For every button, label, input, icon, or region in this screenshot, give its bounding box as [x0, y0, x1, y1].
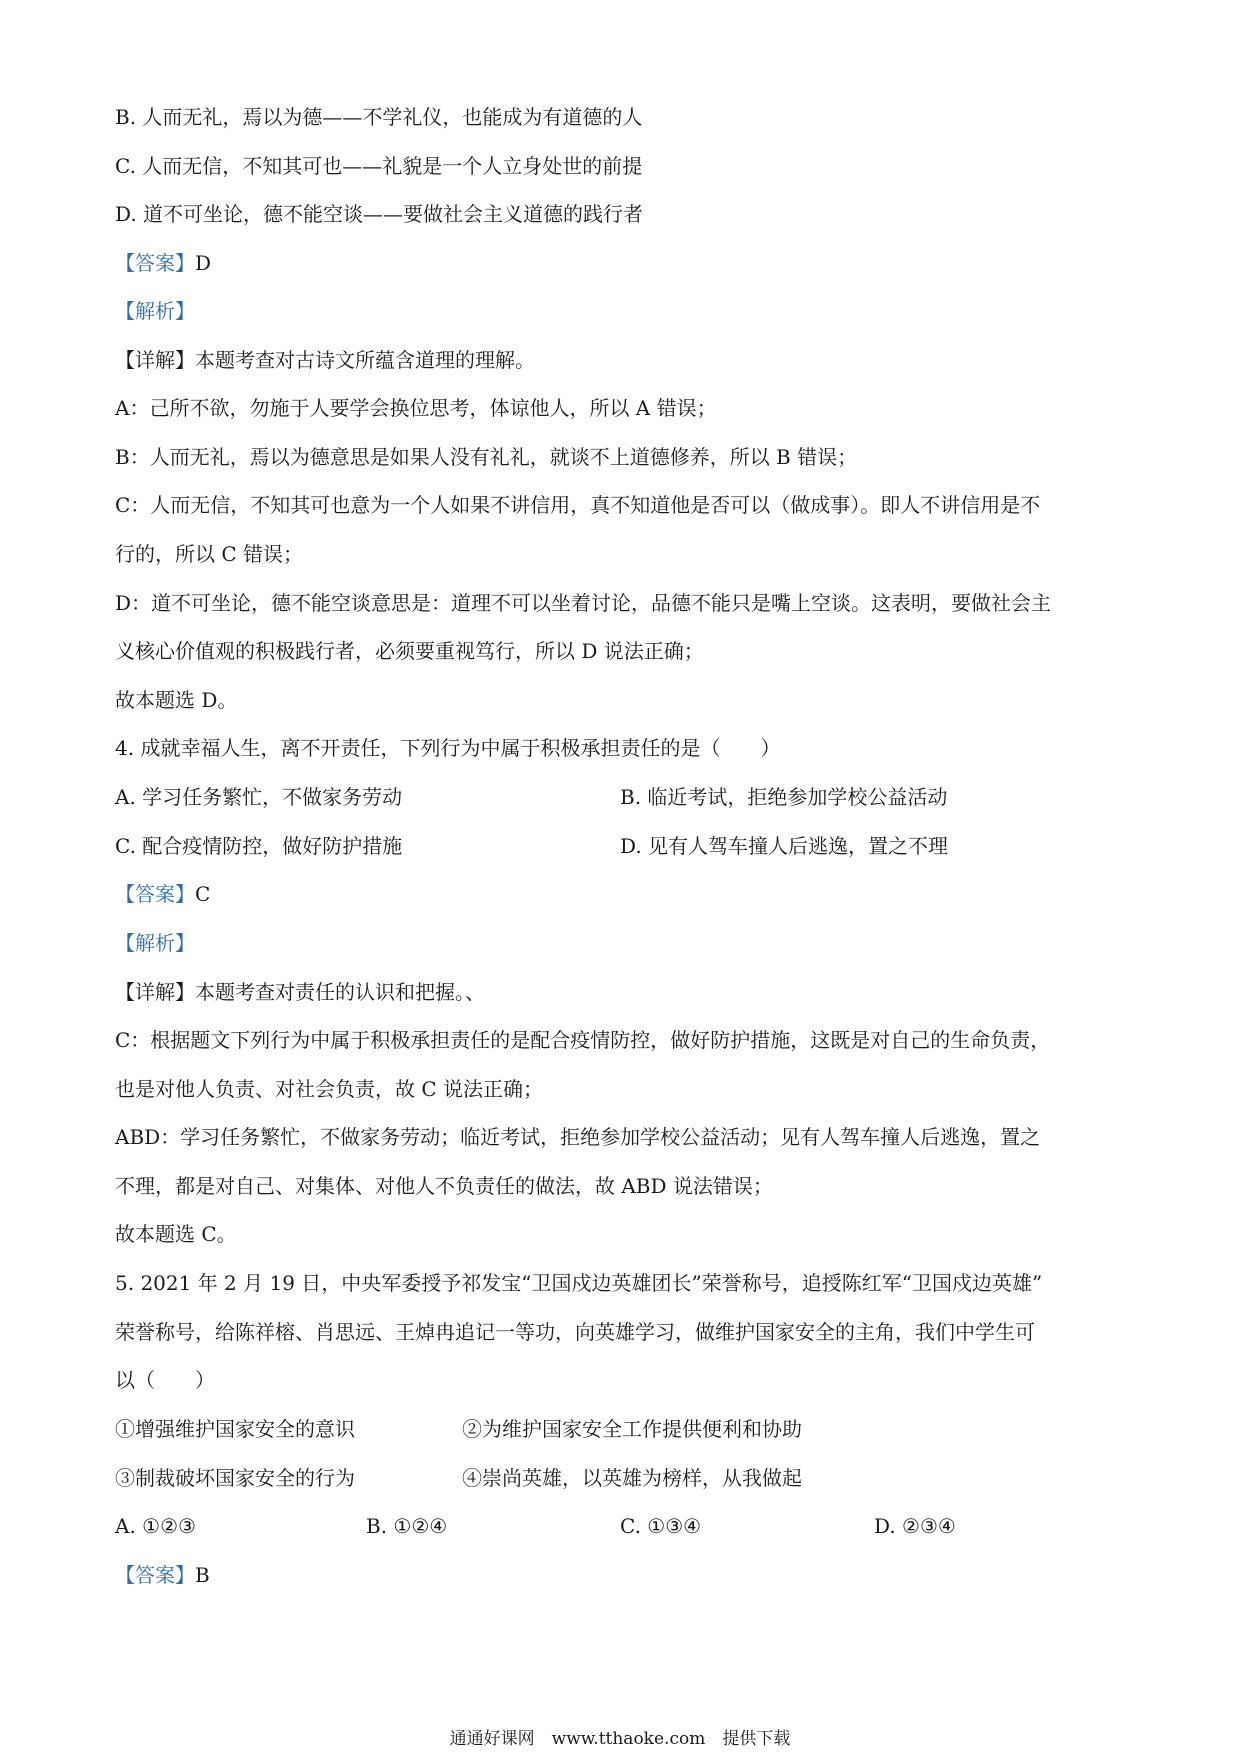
- q3-option-c: C. 人而无信，不知其可也——礼貌是一个人立身处世的前提: [115, 154, 643, 178]
- q5-statement-4: ④崇尚英雄，以英雄为榜样，从我做起: [462, 1466, 802, 1490]
- q5-option-a: A. ①②③: [115, 1514, 196, 1538]
- q4-detail-c1: C：根据题文下列行为中属于积极承担责任的是配合疫情防控，做好防护措施，这既是对自己的生命负责，: [115, 1028, 1051, 1052]
- q4-option-d: D. 见有人驾车撞人后逃逸，置之不理: [620, 834, 949, 858]
- analysis-label: 【解析】: [115, 299, 195, 323]
- q3-detail-b: B：人而无礼，焉以为德意思是如果人没有礼礼，就谈不上道德修养，所以 B 错误；: [115, 445, 858, 469]
- q4-option-c: C. 配合疫情防控，做好防护措施: [115, 834, 403, 858]
- q4-answer-value: C: [195, 882, 211, 906]
- answer-label: 【答案】: [115, 882, 195, 906]
- q5-answer-value: B: [195, 1563, 210, 1587]
- q4-detail-abd2: 不理，都是对自己、对集体、对他人不负责任的做法，故 ABD 说法错误；: [115, 1174, 773, 1198]
- q5-stem-line2: 荣誉称号，给陈祥榕、肖思远、王焯冉追记一等功，向英雄学习，做维护国家安全的主角，我们中学生可: [115, 1320, 1035, 1344]
- q3-detail-intro-text: 本题考查对古诗文所蕴含道理的理解。: [195, 348, 535, 372]
- q5-statement-2: ②为维护国家安全工作提供便利和协助: [462, 1417, 802, 1441]
- q3-detail-d1: D：道不可坐论，德不能空谈意思是：道理不可以坐着讨论，品德不能只是嘴上空谈。这表明，要做社会主: [115, 591, 1052, 615]
- answer-label: 【答案】: [115, 251, 195, 275]
- q3-conclusion: 故本题选 D。: [115, 688, 238, 712]
- q3-answer-value: D: [195, 251, 212, 275]
- q3-detail-c2: 行的，所以 C 错误；: [115, 542, 304, 566]
- q3-option-d: D. 道不可坐论，德不能空谈——要做社会主义道德的践行者: [115, 202, 644, 226]
- analysis-label: 【解析】: [115, 931, 195, 955]
- answer-label: 【答案】: [115, 1563, 195, 1587]
- q5-answer: [115, 1560, 210, 1590]
- q4-option-b: B. 临近考试，拒绝参加学校公益活动: [620, 785, 948, 809]
- q5-stem-line1: 5. 2021 年 2 月 19 日，中央军委授予祁发宝“卫国戍边英雄团长”荣誉称号，追授陈红军“卫国戍边英雄”: [115, 1271, 1043, 1295]
- page-footer: 通通好课网 www.tthaoke.com 提供下载: [449, 1729, 791, 1749]
- q4-detail-intro-text: 本题考查对责任的认识和把握。、: [195, 980, 485, 1004]
- detail-label: 【详解】: [115, 980, 195, 1004]
- q5-option-b: B. ①②④: [366, 1514, 448, 1538]
- q4-detail-c2: 也是对他人负责、对社会负责，故 C 说法正确；: [115, 1077, 544, 1101]
- q4-answer: [115, 879, 210, 909]
- q4-stem: 4. 成就幸福人生，离不开责任，下列行为中属于积极承担责任的是（ ）: [115, 736, 781, 760]
- q5-stem-line3: 以（ ）: [115, 1368, 215, 1392]
- q4-option-a: A. 学习任务繁忙，不做家务劳动: [115, 785, 403, 809]
- q3-detail-d2: 义核心价值观的积极践行者，必须要重视笃行，所以 D 说法正确；: [115, 639, 704, 663]
- q4-conclusion: 故本题选 C。: [115, 1222, 237, 1246]
- q3-detail-a: A：己所不欲，勿施于人要学会换位思考，体谅他人，所以 A 错误；: [115, 396, 717, 420]
- q5-statement-3: ③制裁破坏国家安全的行为: [115, 1466, 355, 1490]
- q5-statement-1: ①增强维护国家安全的意识: [115, 1417, 355, 1441]
- q5-option-d: D. ②③④: [874, 1514, 956, 1538]
- q3-detail-c1: C：人而无信，不知其可也意为一个人如果不讲信用，真不知道他是否可以（做成事）。即人不讲信用是不: [115, 493, 1041, 517]
- q4-analysis-label: [115, 928, 195, 958]
- detail-label: 【详解】: [115, 348, 195, 372]
- q3-detail-intro: [115, 345, 535, 375]
- q3-option-b: B. 人而无礼，焉以为德——不学礼仪，也能成为有道德的人: [115, 105, 643, 129]
- q5-option-c: C. ①③④: [620, 1514, 702, 1538]
- q3-analysis-label: [115, 296, 195, 326]
- q4-detail-intro: [115, 977, 485, 1007]
- q3-answer: [115, 248, 211, 278]
- q4-detail-abd1: ABD：学习任务繁忙，不做家务劳动；临近考试，拒绝参加学校公益活动；见有人驾车撞人后逃逸，置之: [115, 1125, 1041, 1149]
